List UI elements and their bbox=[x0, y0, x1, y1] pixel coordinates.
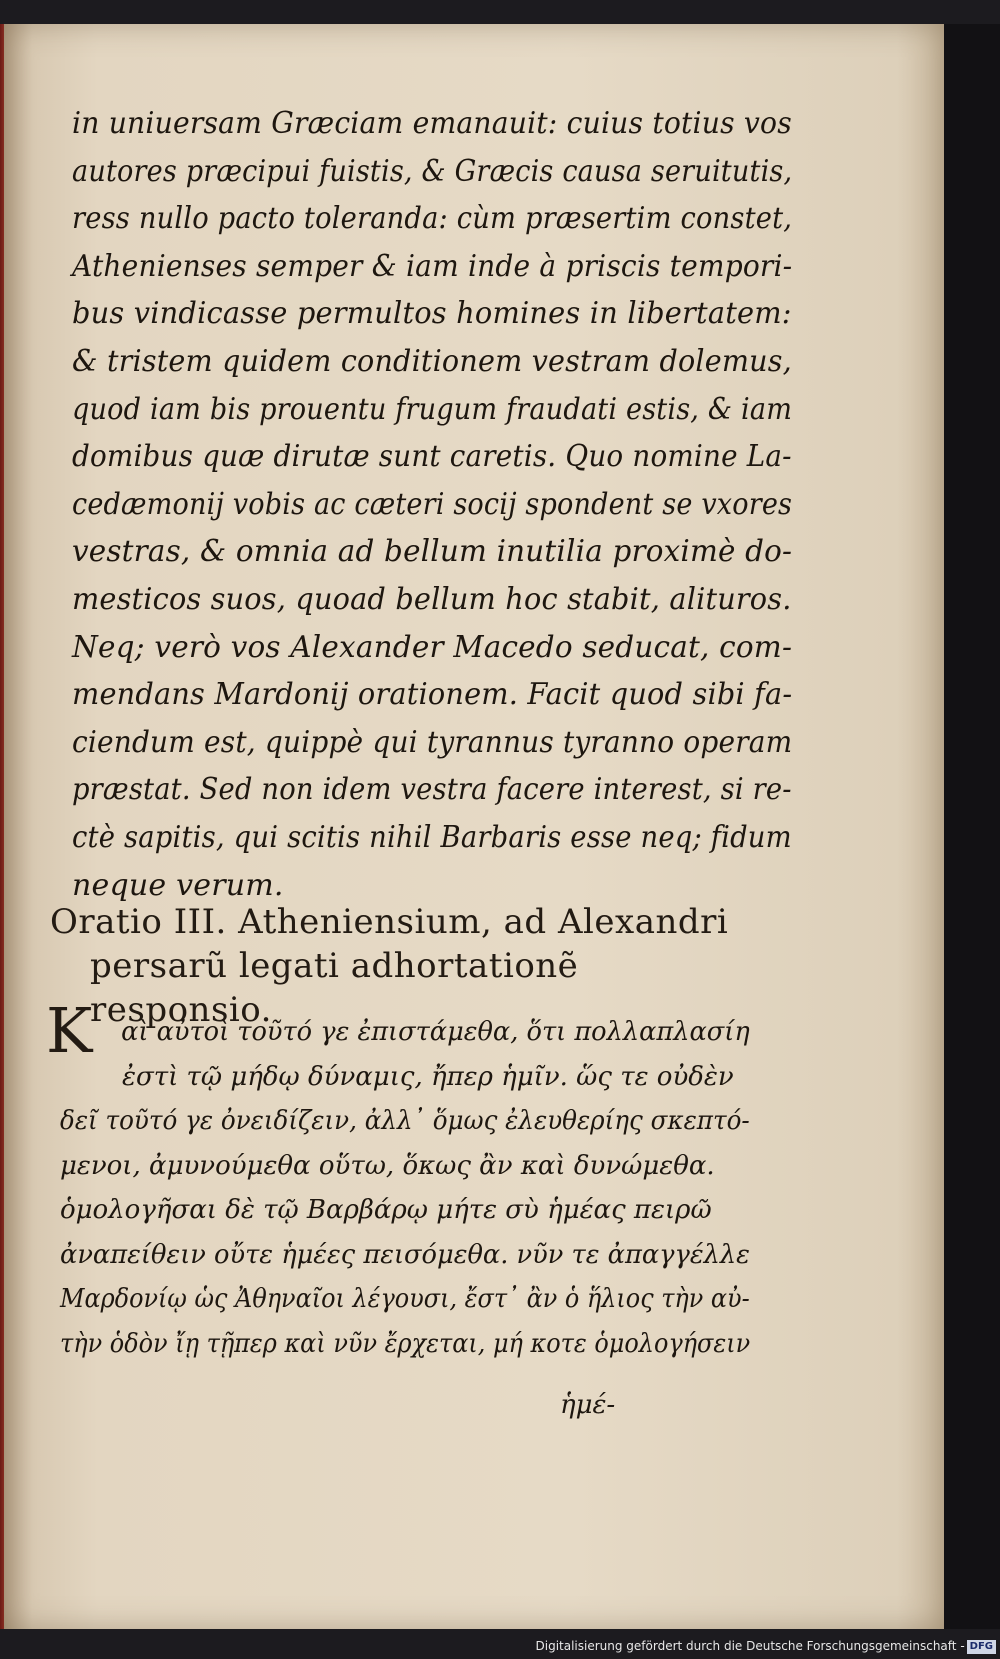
text-line: domibus quæ dirutæ sunt caretis. Quo nomine La- bbox=[72, 439, 792, 475]
dfg-logo: DFG bbox=[967, 1640, 996, 1654]
text-line: præstat. Sed non idem vestra facere interest, si re- bbox=[72, 772, 792, 808]
drop-capital: K bbox=[46, 994, 93, 1067]
text-line: & tristem quidem conditionem vestram dolemus, bbox=[72, 343, 792, 379]
text-line: in uniuersam Græciam emanauit: cuius totius vos bbox=[72, 106, 792, 141]
latin-text-block bbox=[72, 100, 792, 909]
text-line: Μαρδονίῳ ὡς Ἀθηναῖοι λέγουσι, ἔστ᾽ ἂν ὁ ἥλιος τὴν αὐ- bbox=[60, 1284, 750, 1314]
text-line: autores præcipui fuistis, & Græcis causa seruitutis, bbox=[72, 153, 793, 189]
scan-background bbox=[944, 24, 1000, 1629]
text-line: μενοι, ἀμυνούμεθα οὕτω, ὅκως ἂν καὶ δυνώμεθα. bbox=[60, 1150, 715, 1181]
text-line: vestras, & omnia ad bellum inutilia proximè do- bbox=[72, 534, 793, 570]
text-line: mendans Mardonij orationem. Facit quod sibi fa- bbox=[72, 677, 793, 713]
text-line: δεῖ τοῦτό γε ὀνειδίζειν, ἀλλ᾽ ὅμως ἐλευθερίης σκεπτό- bbox=[60, 1106, 750, 1136]
greek-text-block bbox=[60, 1010, 750, 1366]
text-line: cedæmonij vobis ac cæteri socij spondent se vxores bbox=[72, 486, 793, 522]
text-line: Neq; verò vos Alexander Macedo seducat, com- bbox=[72, 629, 793, 665]
catchword: ἡμέ- bbox=[560, 1390, 616, 1420]
text-line: ὁμολογῆσαι δὲ τῷ Βαρβάρῳ μήτε σὺ ἡμέας πειρῶ bbox=[60, 1195, 712, 1225]
text-line: ἀναπείθειν οὔτε ἡμέες πεισόμεθα. νῦν τε ἀπαγγέλλε bbox=[60, 1239, 750, 1270]
footer-credit bbox=[0, 1635, 1000, 1657]
text-line: neque verum. bbox=[72, 867, 284, 903]
text-line: quod iam bis prouentu frugum fraudati estis, & iam bbox=[72, 391, 793, 427]
text-line: ctè sapitis, qui scitis nihil Barbaris esse neq; fidum bbox=[72, 819, 792, 855]
text-line: ἐστὶ τῷ μήδῳ δύναμις, ἤπερ ἡμῖν. ὥς τε οὐδὲν bbox=[122, 1061, 734, 1092]
heading-line-1: Oratio III. Atheniensium, ad Alexandri bbox=[50, 902, 729, 942]
footer-text: Digitalisierung gefördert durch die Deutsche Forschungsgemeinschaft - bbox=[535, 1639, 965, 1653]
text-line: ciendum est, quippè qui tyrannus tyranno operam bbox=[72, 724, 793, 760]
text-line: αὶ αὐτοὶ τοῦτό γε ἐπιστάμεθα, ὅτι πολλαπλασίη bbox=[121, 1017, 750, 1047]
text-line: mesticos suos, quoad bellum hoc stabit, alituros. bbox=[72, 581, 792, 617]
heading-line-2: persarũ legati adhortationẽ responsio. bbox=[90, 946, 579, 1030]
text-line: τὴν ὁδὸν ἴῃ τῇπερ καὶ νῦν ἔρχεται, μή κοτε ὁμολογήσειν bbox=[60, 1328, 751, 1359]
text-line: ress nullo pacto toleranda: cùm præsertim constet, bbox=[72, 201, 793, 237]
text-line: Athenienses semper & iam inde à priscis tempori- bbox=[72, 248, 793, 284]
text-line: bus vindicasse permultos homines in libertatem: bbox=[72, 296, 792, 332]
